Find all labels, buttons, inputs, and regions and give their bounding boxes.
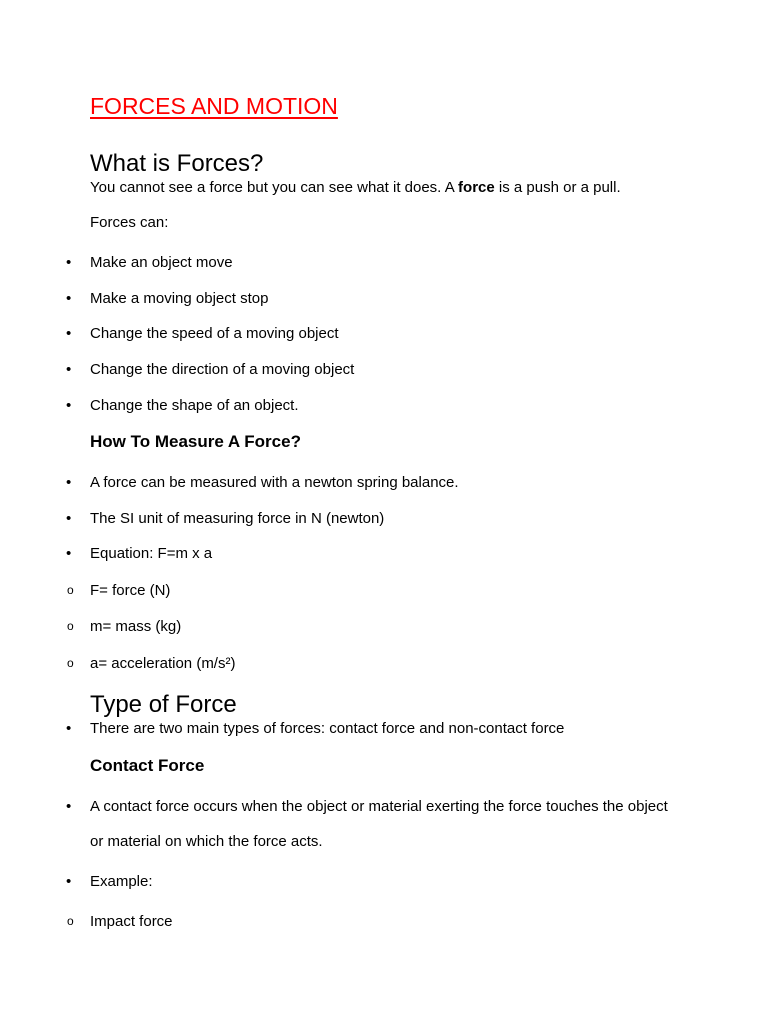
sub-list-item-text: Impact force <box>90 913 173 930</box>
heading-what-is-forces: What is Forces? <box>90 150 264 177</box>
sub-list-item-text: a= acceleration (m/s²) <box>90 655 236 672</box>
bullet-marker: • <box>66 254 72 271</box>
sub-list-item-text: m= mass (kg) <box>90 618 182 635</box>
list-item-text: Change the speed of a moving object <box>90 325 339 342</box>
list-item <box>0 361 768 383</box>
list-item <box>0 397 768 419</box>
list-item-text: A contact force occurs when the object or material exerting the force touches the object <box>90 798 668 815</box>
bullet-marker: • <box>66 510 72 527</box>
bullet-marker: • <box>66 325 72 342</box>
bullet-marker: • <box>66 290 72 307</box>
sub-bullet-marker: o <box>67 619 74 633</box>
intro-text-before: You cannot see a force but you can see what it does. A <box>90 179 459 196</box>
bullet-marker: • <box>66 361 72 378</box>
sub-bullet-marker: o <box>67 583 74 597</box>
list-item <box>0 720 768 742</box>
list-item-text: Change the direction of a moving object <box>90 361 355 378</box>
sub-list-item <box>0 582 768 604</box>
bullet-marker: • <box>66 474 72 491</box>
forces-can-lead: Forces can: <box>90 214 169 231</box>
list-item <box>0 545 768 567</box>
list-item <box>0 510 768 532</box>
list-item-continuation: or material on which the force acts. <box>90 833 323 850</box>
sub-bullet-marker: o <box>67 914 74 928</box>
list-item <box>0 290 768 312</box>
heading-contact-force: Contact Force <box>90 756 205 775</box>
list-item <box>0 873 768 895</box>
list-item-text: Make an object move <box>90 254 233 271</box>
sub-list-item <box>0 913 768 935</box>
heading-type-of-force: Type of Force <box>90 691 237 718</box>
intro-bold-term: force <box>458 179 495 196</box>
heading-how-to-measure: How To Measure A Force? <box>90 432 301 451</box>
list-item <box>0 798 768 820</box>
list-item-text: Make a moving object stop <box>90 290 269 307</box>
list-item-text: Equation: F=m x a <box>90 545 213 562</box>
list-item-text: A force can be measured with a newton spring balance. <box>90 474 459 491</box>
sub-list-item-text: F= force (N) <box>90 582 171 599</box>
list-item <box>0 254 768 276</box>
bullet-marker: • <box>66 545 72 562</box>
list-item <box>0 325 768 347</box>
intro-text-after: is a push or a pull. <box>494 179 621 196</box>
sub-list-item <box>0 655 768 677</box>
sub-bullet-marker: o <box>67 656 74 670</box>
intro-paragraph <box>90 179 621 196</box>
list-item <box>0 474 768 496</box>
bullet-marker: • <box>66 798 72 815</box>
list-item-text: There are two main types of forces: contact force and non-contact force <box>90 720 565 737</box>
bullet-marker: • <box>66 397 72 414</box>
list-item-text: Change the shape of an object. <box>90 397 299 414</box>
list-item-text: The SI unit of measuring force in N (newton) <box>90 510 385 527</box>
sub-list-item <box>0 618 768 640</box>
list-item-text: Example: <box>90 873 153 890</box>
document-title: FORCES AND MOTION <box>90 93 338 119</box>
bullet-marker: • <box>66 720 72 737</box>
bullet-marker: • <box>66 873 72 890</box>
